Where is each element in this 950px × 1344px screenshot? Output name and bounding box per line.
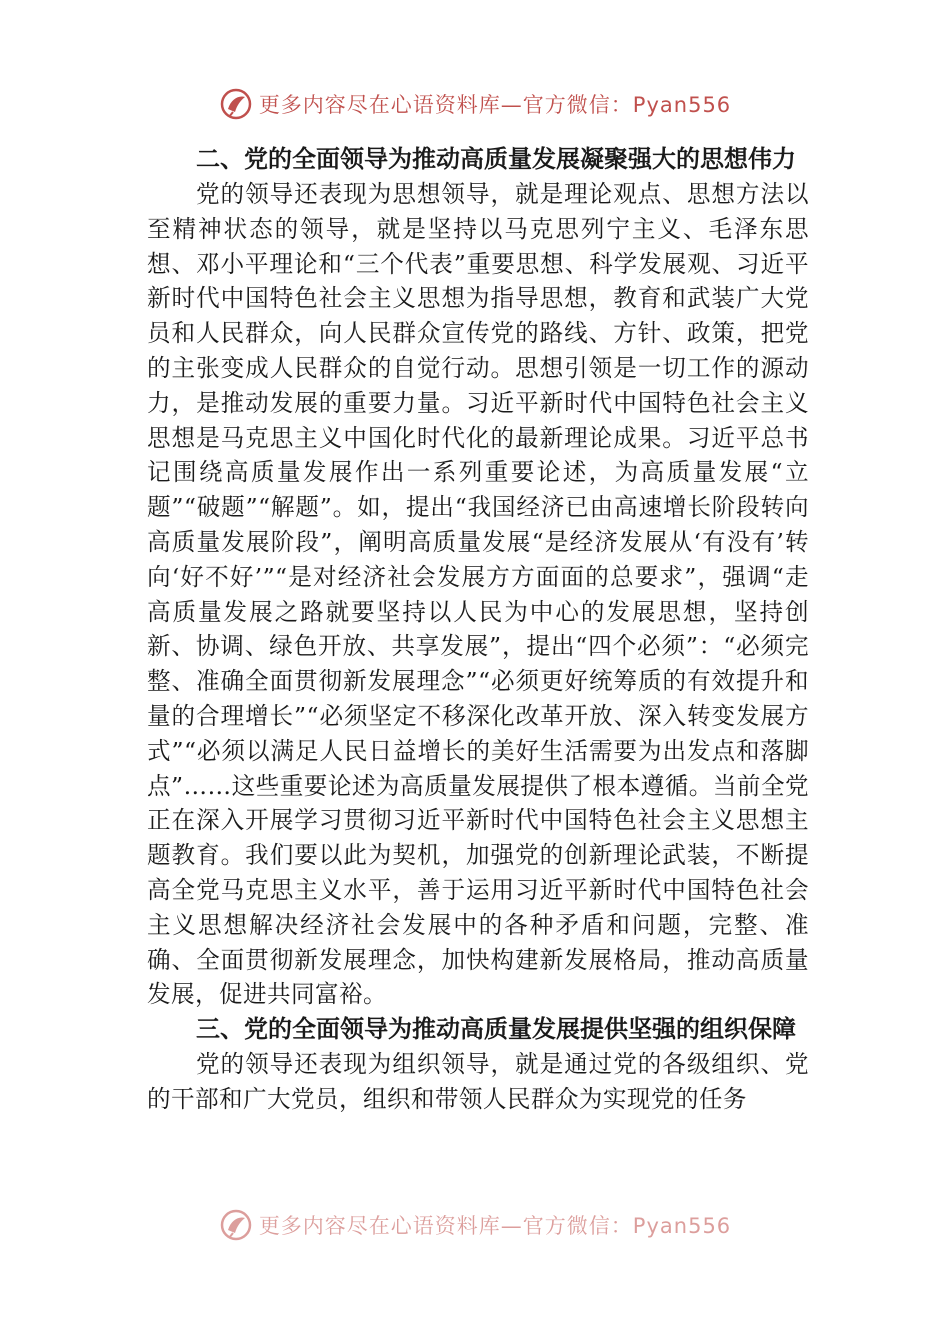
section-heading-3: 三、党的全面领导为推动高质量发展提供坚强的组织保障	[196, 1015, 796, 1044]
watermark-text: 更多内容尽在心语资料库—官方微信：Pyan556	[258, 1214, 732, 1238]
seal-logo-icon	[219, 1208, 253, 1242]
watermark-footer	[0, 1205, 950, 1245]
seal-logo-icon	[219, 87, 253, 121]
section-paragraph-3: 党的领导还表现为组织领导，就是通过党的各级组织、党的干部和广大党员，组织和带领人民群众为实现党的任务	[147, 1050, 809, 1113]
section-heading-2: 二、党的全面领导为推动高质量发展凝聚强大的思想伟力	[196, 145, 796, 173]
document-body	[147, 142, 809, 1117]
watermark-header	[0, 84, 950, 124]
watermark-text: 更多内容尽在心语资料库—官方微信：Pyan556	[258, 93, 732, 117]
section-paragraph-2: 党的领导还表现为思想领导，就是理论观点、思想方法以至精神状态的领导，就是坚持以马克思列宁主义、毛泽东思想、邓小平理论和“三个代表”重要思想、科学发展观、习近平新时代中国特色社会主义思想为指导思想，教育和武装广大党员和人民群众，向人民群众宣传党的路线、方针、政策，把党的主张变成人民群众的自觉行动。思想引领是一切工作的源动力，是推动发展的重要力量。习近平新时代中国特色社会主义思想是马克思主义中国化时代化的最新理论成果。习近平总书记围绕高质量发展作出一系列重要论述，为高质量发展“立题”“破题”“解题”。如，提出“我国经济已由高速增长阶段转向高质量发展阶段”，阐明高质量发展“是经济发展从‘有没有’转向‘好不好’”“是对经济社会发展方方面面的总要求”，强调“走高质量发展之路就要坚持以人民为中心的发展思想，坚持创新、协调、绿色开放、共享发展”，提出“四个必须”：“必须完整、准确全面贯彻新发展理念”“必须更好统筹质的有效提升和量的合理增长”“必须坚定不移深化改革开放、深入转变发展方式”“必须以满足人民日益增长的美好生活需要为出发点和落脚点”……这些重要论述为高质量发展提供了根本遵循。当前全党正在深入开展学习贯彻习近平新时代中国特色社会主义思想主题教育。我们要以此为契机，加强党的创新理论武装，不断提高全党马克思主义水平，善于运用习近平新时代中国特色社会主义思想解决经济社会发展中的各种矛盾和问题，完整、准确、全面贯彻新发展理念，加快构建新发展格局，推动高质量发展，促进共同富裕。	[147, 180, 809, 1009]
